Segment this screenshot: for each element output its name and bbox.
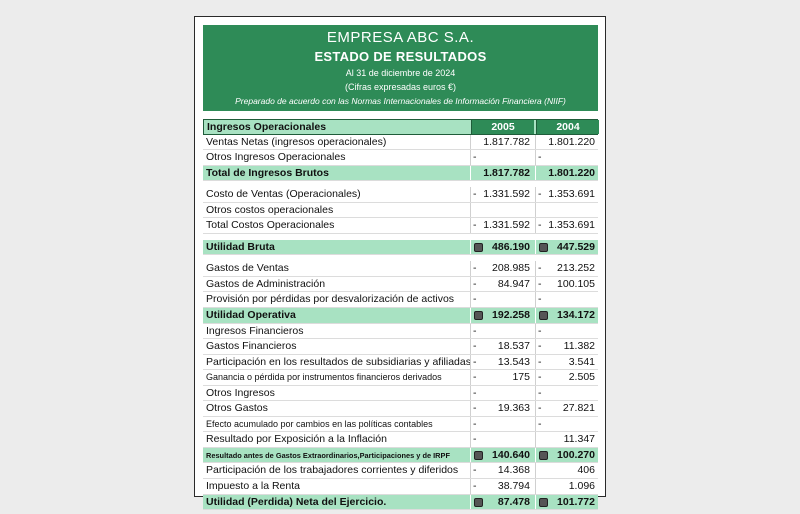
sign-2004: - xyxy=(538,386,542,399)
sign-2005: - xyxy=(473,293,477,306)
value-2004: 1.353.691 xyxy=(548,219,595,232)
row-label: Utilidad Operativa xyxy=(206,309,296,322)
sign-2004: - xyxy=(538,151,542,164)
value-2005: 1.817.782 xyxy=(483,135,530,148)
sign-2005: - xyxy=(473,219,477,232)
sign-2005: - xyxy=(473,464,477,477)
row-label: Otros Ingresos xyxy=(206,386,275,399)
row-label: Otros Ingresos Operacionales xyxy=(206,151,346,164)
sign-2004: - xyxy=(538,340,542,353)
sign-2005: - xyxy=(473,480,477,493)
value-2004: 213.252 xyxy=(557,262,595,275)
row-label: Participación de los trabajadores corrientes y diferidos xyxy=(206,464,459,477)
sign-2004: - xyxy=(538,277,542,290)
table-row xyxy=(203,292,598,308)
table-row xyxy=(203,324,598,340)
row-label: Participación en los resultados de subsidiarias y afiliadas xyxy=(206,355,471,368)
company-name: EMPRESA ABC S.A. xyxy=(326,29,475,46)
sign-2005: - xyxy=(473,386,477,399)
sign-2004: - xyxy=(538,188,542,201)
sign-2004: - xyxy=(538,219,542,232)
statement-date: Al 31 de diciembre de 2024 xyxy=(345,68,456,78)
standards-note: Preparado de acuerdo con las Normas Internacionales de Información Financiera (NIIF) xyxy=(235,96,566,106)
value-2004: 11.382 xyxy=(563,340,595,353)
table-row xyxy=(203,355,598,371)
table-row xyxy=(203,187,598,203)
cell-marker-icon xyxy=(474,243,483,252)
value-2004: 1.096 xyxy=(568,480,595,493)
value-2005: 1.331.592 xyxy=(483,188,530,201)
row-label: Gastos Financieros xyxy=(206,340,297,353)
value-2004: 100.105 xyxy=(557,277,595,290)
value-2004: 100.270 xyxy=(557,448,595,461)
value-2005: 1.331.592 xyxy=(483,219,530,232)
row-label: Resultado por Exposición a la Inflación xyxy=(206,433,387,446)
cell-marker-icon xyxy=(539,498,548,507)
currency-note: (Cifras expresadas euros €) xyxy=(344,82,457,92)
table-row xyxy=(203,203,598,219)
sign-2004: - xyxy=(538,262,542,275)
sign-2004: - xyxy=(538,355,542,368)
table-row xyxy=(203,150,598,166)
table-row xyxy=(203,401,598,417)
cell-marker-icon xyxy=(539,451,548,460)
sign-2004: - xyxy=(538,324,542,337)
value-2004: 134.172 xyxy=(557,309,595,322)
sign-2005: - xyxy=(473,355,477,368)
value-2005: 140.640 xyxy=(492,448,530,461)
table-row xyxy=(203,261,598,277)
value-2004: 406 xyxy=(577,464,595,477)
row-label: Impuesto a la Renta xyxy=(206,480,300,493)
value-2005: 18.537 xyxy=(497,340,530,353)
sign-2004: - xyxy=(538,402,542,415)
value-2005: 87.478 xyxy=(497,495,530,508)
sign-2005: - xyxy=(473,277,477,290)
income-statement-sheet xyxy=(194,16,606,508)
sign-2005: - xyxy=(473,402,477,415)
value-2005: 175 xyxy=(512,371,530,384)
value-2005: 14.368 xyxy=(497,464,530,477)
sign-2005: - xyxy=(473,417,477,430)
table-row xyxy=(203,277,598,293)
value-2004: 3.541 xyxy=(568,355,595,368)
sign-2004: - xyxy=(538,293,542,306)
value-2004: 11.347 xyxy=(563,433,595,446)
value-2005: 19.363 xyxy=(497,402,530,415)
value-2005: 13.543 xyxy=(497,355,530,368)
statement-title: ESTADO DE RESULTADOS xyxy=(314,49,487,64)
sign-2005: - xyxy=(473,433,477,446)
sign-2005: - xyxy=(473,151,477,164)
value-2005: 1.817.782 xyxy=(483,166,530,179)
sign-2004: - xyxy=(538,371,542,384)
value-2005: 84.947 xyxy=(497,277,530,290)
total-row xyxy=(203,240,598,256)
value-2004: 101.772 xyxy=(557,495,595,508)
row-label: Otros Gastos xyxy=(206,402,268,415)
value-2004: 2.505 xyxy=(568,371,595,384)
sign-2005: - xyxy=(473,371,477,384)
table-row xyxy=(203,432,598,448)
table-header-row xyxy=(203,119,598,135)
row-label: Resultado antes de Gastos Extraordinarios,Participaciones y de IRPF xyxy=(206,450,450,460)
row-label: Efecto acumulado por cambios en las políticas contables xyxy=(206,418,433,429)
table-row xyxy=(203,370,598,386)
row-label: Utilidad Bruta xyxy=(206,240,275,253)
row-label: Ganancia o pérdida por instrumentos financieros derivados xyxy=(206,372,442,383)
row-label: Provisión por pérdidas por desvalorización de activos xyxy=(206,293,455,306)
row-label: Otros costos operacionales xyxy=(206,203,334,216)
row-label: Gastos de Administración xyxy=(206,277,326,290)
cell-marker-icon xyxy=(539,311,548,320)
sign-2005: - xyxy=(473,262,477,275)
table-row xyxy=(203,386,598,402)
sign-2005: - xyxy=(473,324,477,337)
cell-marker-icon xyxy=(474,498,483,507)
table-row xyxy=(203,339,598,355)
sign-2005: - xyxy=(473,340,477,353)
row-label: Total Costos Operacionales xyxy=(206,219,335,232)
section-label: Ingresos Operacionales xyxy=(207,121,327,133)
value-2005: 38.794 xyxy=(497,480,530,493)
value-2004: 1.801.220 xyxy=(548,166,595,179)
table-row xyxy=(203,463,598,479)
total-row xyxy=(203,448,598,464)
total-row xyxy=(203,495,598,511)
table-row xyxy=(203,135,598,151)
sign-2004: - xyxy=(538,417,542,430)
sign-2005: - xyxy=(473,188,477,201)
value-2004: 1.801.220 xyxy=(548,135,595,148)
table-row xyxy=(203,218,598,234)
row-label: Utilidad (Perdida) Neta del Ejercicio. xyxy=(206,495,387,508)
row-label: Total de Ingresos Brutos xyxy=(206,166,329,179)
cell-marker-icon xyxy=(474,451,483,460)
table-row xyxy=(203,479,598,495)
row-label: Ventas Netas (ingresos operacionales) xyxy=(206,135,387,148)
value-2005: 192.258 xyxy=(492,309,530,322)
row-label: Costo de Ventas (Operacionales) xyxy=(206,188,361,201)
cell-marker-icon xyxy=(474,311,483,320)
value-2004: 1.353.691 xyxy=(548,188,595,201)
value-2004: 447.529 xyxy=(557,240,595,253)
total-row xyxy=(203,308,598,324)
value-2005: 486.190 xyxy=(492,240,530,253)
total-row xyxy=(203,166,598,182)
value-2005: 208.985 xyxy=(492,262,530,275)
row-label: Ingresos Financieros xyxy=(206,324,304,337)
statement-header xyxy=(203,25,598,111)
table-row xyxy=(203,417,598,433)
value-2004: 27.821 xyxy=(562,402,595,415)
col-2005-header: 2005 xyxy=(471,120,534,134)
col-2004-header: 2004 xyxy=(536,120,599,134)
row-label: Gastos de Ventas xyxy=(206,262,289,275)
income-table xyxy=(203,119,598,510)
cell-marker-icon xyxy=(539,243,548,252)
